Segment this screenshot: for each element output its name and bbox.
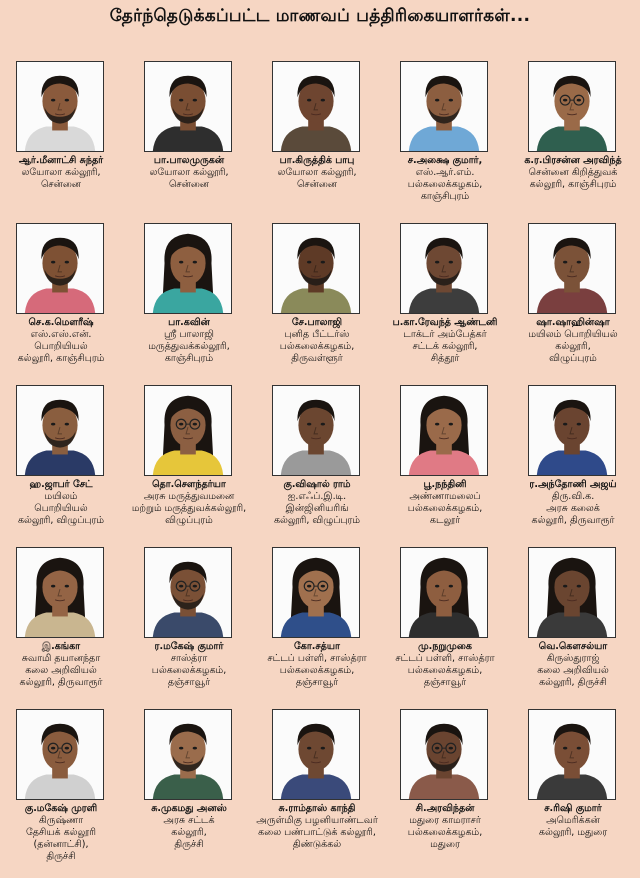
student-caption: [0, 641, 122, 689]
student-institution: சென்னை: [296, 179, 338, 190]
student-photo: [400, 385, 488, 476]
student-caption: [128, 803, 250, 851]
student-photo: [272, 61, 360, 152]
student-card: [128, 381, 256, 543]
student-card: [256, 381, 384, 543]
student-photo: [16, 61, 104, 152]
student-card: [128, 219, 256, 381]
student-card: [512, 543, 640, 705]
student-institution: சாஸ்த்ரா: [170, 653, 208, 664]
student-caption: [0, 317, 122, 365]
student-name: க.ர.பிரசன்ன அரவிந்த்: [524, 155, 622, 166]
student-name: பூ.நந்தினி: [423, 479, 467, 490]
student-institution: ஐ.எஃப்.இ.டி.: [287, 491, 347, 502]
portrait-image: [145, 710, 231, 799]
student-institution: பல்கலைக்கழகம்,: [279, 665, 355, 676]
student-card: [384, 543, 512, 705]
student-photo: [16, 223, 104, 314]
student-name: ப.கா.ரேவந்த் ஆண்டனி: [392, 317, 498, 328]
portrait-image: [529, 224, 615, 313]
student-institution: கல்லூரி, காஞ்சிபுரம்: [17, 353, 105, 364]
portrait-image: [145, 224, 231, 313]
student-institution: தஞ்சாவூர்: [295, 677, 339, 688]
portrait-image: [273, 224, 359, 313]
student-name: இ.கங்கா: [41, 641, 81, 652]
student-institution: கல்லூரி, மதுரை: [538, 827, 608, 838]
student-photo: [144, 547, 232, 638]
student-institution: இன்ஜினியரிங்: [285, 503, 349, 514]
portrait-image: [401, 710, 487, 799]
student-name: கோ.சத்யா: [294, 641, 340, 652]
page-title: தேர்ந்தெடுக்கப்பட்ட மாணவப் பத்திரிகையாளர்கள்...: [109, 6, 531, 26]
student-institution: கல்லூரி, காஞ்சிபுரம்: [529, 179, 617, 190]
student-name: வெ.கௌசல்யா: [538, 641, 608, 652]
student-name: பா.பாலமுருகன்: [153, 155, 225, 166]
student-card: [512, 57, 640, 219]
student-caption: [128, 479, 250, 527]
portrait-image: [401, 548, 487, 637]
student-institution: மதுரை: [430, 839, 460, 850]
student-name: சு.முகமது அனஸ்: [151, 803, 227, 814]
portrait-image: [17, 62, 103, 151]
student-name: மு.நறுமுகை: [418, 641, 472, 652]
student-grid: [0, 57, 640, 867]
student-name: செ.க.மௌரீஷ்: [28, 317, 94, 328]
student-institution: சட்டக் கல்லூரி,: [412, 341, 478, 352]
student-institution: லயோலா கல்லூரி,: [149, 167, 229, 178]
student-photo: [528, 547, 616, 638]
student-institution: மதுரை காமராசர்: [409, 815, 481, 826]
student-photo: [16, 385, 104, 476]
student-photo: [144, 385, 232, 476]
student-institution: பல்கலைக்கழகம்,: [407, 503, 483, 514]
student-institution: சட்டப் பள்ளி, சாஸ்த்ரா: [267, 653, 367, 664]
student-institution: கடலூர்: [429, 515, 461, 526]
student-card: [512, 705, 640, 867]
student-institution: திருவள்ளூர்: [291, 353, 343, 364]
student-institution: சுவாமி தயானந்தா: [21, 653, 101, 664]
student-card: [0, 543, 128, 705]
portrait-image: [529, 386, 615, 475]
student-institution: கல்லூரி, திருவாரூர்: [531, 515, 615, 526]
student-caption: [512, 479, 634, 527]
student-photo: [272, 223, 360, 314]
student-institution: மயிலம் பொறியியல்: [528, 329, 618, 340]
student-institution: கல்லூரி, விழுப்புரம்: [273, 515, 361, 526]
portrait-image: [17, 224, 103, 313]
student-caption: [512, 803, 634, 839]
student-photo: [144, 61, 232, 152]
student-institution: கலை அறிவியல்: [25, 665, 97, 676]
student-card: [512, 381, 640, 543]
portrait-image: [529, 710, 615, 799]
student-caption: [256, 803, 378, 851]
student-name: ஆர்.மீனாட்சி சுந்தர்: [18, 155, 104, 166]
student-name: ர.அந்தோணி அஜய்: [529, 479, 617, 490]
student-photo: [144, 709, 232, 800]
student-institution: அண்ணாமலைப்: [409, 491, 481, 502]
student-institution: திருச்சி: [46, 851, 76, 862]
student-card: [0, 381, 128, 543]
portrait-image: [17, 548, 103, 637]
portrait-image: [145, 548, 231, 637]
student-caption: [384, 317, 506, 365]
student-caption: [128, 317, 250, 365]
student-institution: கலை அறிவியல்: [537, 665, 609, 676]
student-institution: திரு.வி.க.: [551, 491, 595, 502]
student-institution: டாக்டர் அம்பேத்கர்: [403, 329, 487, 340]
student-name: பா.கிருத்திக் பாபு: [279, 155, 355, 166]
student-institution: கிருஸ்துராஜ்: [546, 653, 600, 664]
student-card: [384, 219, 512, 381]
student-institution: கல்லூரி, விழுப்புரம்: [17, 515, 105, 526]
student-caption: [384, 155, 506, 203]
student-caption: [128, 641, 250, 689]
student-card: [384, 705, 512, 867]
student-caption: [256, 155, 378, 191]
student-caption: [384, 479, 506, 527]
portrait-image: [273, 62, 359, 151]
student-institution: திருச்சி: [174, 839, 204, 850]
portrait-image: [145, 386, 231, 475]
student-card: [384, 57, 512, 219]
student-photo: [144, 223, 232, 314]
portrait-image: [529, 548, 615, 637]
student-caption: [256, 641, 378, 689]
student-institution: அரசு மருத்துவமனை: [143, 491, 235, 502]
student-photo: [528, 223, 616, 314]
student-institution: திண்டுக்கல்: [292, 839, 342, 850]
student-caption: [512, 155, 634, 191]
student-institution: தஞ்சாவூர்: [167, 677, 211, 688]
portrait-image: [273, 548, 359, 637]
student-card: [128, 705, 256, 867]
student-caption: [384, 641, 506, 689]
student-caption: [512, 317, 634, 365]
student-institution: காஞ்சிபுரம்: [164, 353, 214, 364]
student-institution: மருத்துவக்கல்லூரி,: [148, 341, 230, 352]
student-institution: சென்னை: [40, 179, 82, 190]
student-institution: புனித பீட்டர்ஸ்: [284, 329, 350, 340]
student-name: கு.மகேஷ் முரளி: [24, 803, 98, 814]
student-caption: [256, 479, 378, 527]
portrait-image: [17, 386, 103, 475]
student-name: ஷா.ஷாஹின்ஷா: [536, 317, 610, 328]
portrait-image: [401, 62, 487, 151]
student-institution: அருள்மிகு பழனியாண்டவர்: [256, 815, 378, 826]
student-card: [128, 57, 256, 219]
student-institution: சித்தூர்: [430, 353, 460, 364]
student-photo: [400, 709, 488, 800]
student-institution: சென்னை கிறித்துவக்: [528, 167, 618, 178]
student-photo: [400, 547, 488, 638]
student-photo: [16, 709, 104, 800]
student-card: [128, 543, 256, 705]
portrait-image: [401, 224, 487, 313]
student-institution: சென்னை: [168, 179, 210, 190]
student-institution: விழுப்புரம்: [549, 353, 597, 364]
student-name: கு.விஷால் ராம்: [283, 479, 351, 490]
student-photo: [400, 223, 488, 314]
student-card: [256, 57, 384, 219]
student-institution: பல்கலைக்கழகம்,: [151, 665, 227, 676]
student-institution: கலை பண்பாட்டுக் கல்லூரி,: [258, 827, 376, 838]
student-name: ச.ரிஷி குமார்: [544, 803, 602, 814]
portrait-image: [529, 62, 615, 151]
student-card: [256, 219, 384, 381]
student-institution: கல்லூரி, திருவாரூர்: [19, 677, 103, 688]
portrait-image: [273, 710, 359, 799]
student-caption: [256, 317, 378, 365]
student-institution: ஸ்ரீ பாலாஜி: [164, 329, 214, 340]
portrait-image: [145, 62, 231, 151]
student-institution: சட்டப் பள்ளி, சாஸ்த்ரா: [395, 653, 495, 664]
student-caption: [512, 641, 634, 689]
student-institution: தேசியக் கல்லூரி: [25, 827, 97, 838]
student-caption: [0, 155, 122, 191]
student-name: சு.ராம்தாஸ் காந்தி: [278, 803, 356, 814]
student-institution: பல்கலைக்கழகம்,: [407, 827, 483, 838]
student-name: பா.கவின்: [168, 317, 210, 328]
student-card: [0, 57, 128, 219]
student-name: ச.அக்ஷை குமார்,: [407, 155, 483, 166]
student-institution: அரசு கலைக்: [546, 503, 600, 514]
student-photo: [272, 709, 360, 800]
student-institution: பல்கலைக்கழகம்,: [407, 179, 483, 190]
student-name: சி.அரவிந்தன்: [415, 803, 475, 814]
student-institution: கல்லூரி,: [555, 341, 591, 352]
student-institution: கல்லூரி, திருச்சி: [539, 677, 607, 688]
student-institution: மற்றும் மருத்துவக்கல்லூரி,: [131, 503, 247, 514]
student-institution: அமெரிக்கன்: [546, 815, 600, 826]
student-name: தொ.சௌந்தர்யா: [152, 479, 226, 490]
student-institution: கிருஷ்ணா: [38, 815, 84, 826]
student-institution: (தன்னாட்சி),: [33, 839, 89, 850]
student-photo: [400, 61, 488, 152]
student-institution: பல்கலைக்கழகம்,: [279, 341, 355, 352]
student-institution: விழுப்புரம்: [165, 515, 213, 526]
student-institution: கல்லூரி,: [171, 827, 207, 838]
student-photo: [272, 547, 360, 638]
student-caption: [128, 155, 250, 191]
student-institution: பொறியியல்: [34, 503, 88, 514]
student-institution: பொறியியல்: [34, 341, 88, 352]
student-institution: லயோலா கல்லூரி,: [21, 167, 101, 178]
student-photo: [272, 385, 360, 476]
student-card: [384, 381, 512, 543]
student-photo: [528, 61, 616, 152]
portrait-image: [401, 386, 487, 475]
student-institution: லயோலா கல்லூரி,: [277, 167, 357, 178]
student-photo: [16, 547, 104, 638]
student-institution: பல்கலைக்கழகம்,: [407, 665, 483, 676]
portrait-image: [17, 710, 103, 799]
student-caption: [0, 479, 122, 527]
student-name: ஹ.ஜாபர் சேட்: [29, 479, 93, 490]
student-card: [512, 219, 640, 381]
student-caption: [0, 803, 122, 863]
student-card: [256, 543, 384, 705]
student-institution: மயிலம்: [44, 491, 78, 502]
student-institution: எஸ்.எஸ்.என்.: [30, 329, 92, 340]
student-photo: [528, 709, 616, 800]
student-institution: காஞ்சிபுரம்: [420, 191, 470, 202]
student-institution: தஞ்சாவூர்: [423, 677, 467, 688]
student-institution: அரசு சட்டக்: [163, 815, 215, 826]
student-name: ர.மகேஷ் குமார்: [154, 641, 224, 652]
student-card: [0, 219, 128, 381]
student-caption: [384, 803, 506, 851]
portrait-image: [273, 386, 359, 475]
student-card: [0, 705, 128, 867]
student-photo: [528, 385, 616, 476]
student-name: சே.பாலாஜி: [291, 317, 343, 328]
student-institution: எஸ்.ஆர்.எம்.: [415, 167, 475, 178]
student-card: [256, 705, 384, 867]
